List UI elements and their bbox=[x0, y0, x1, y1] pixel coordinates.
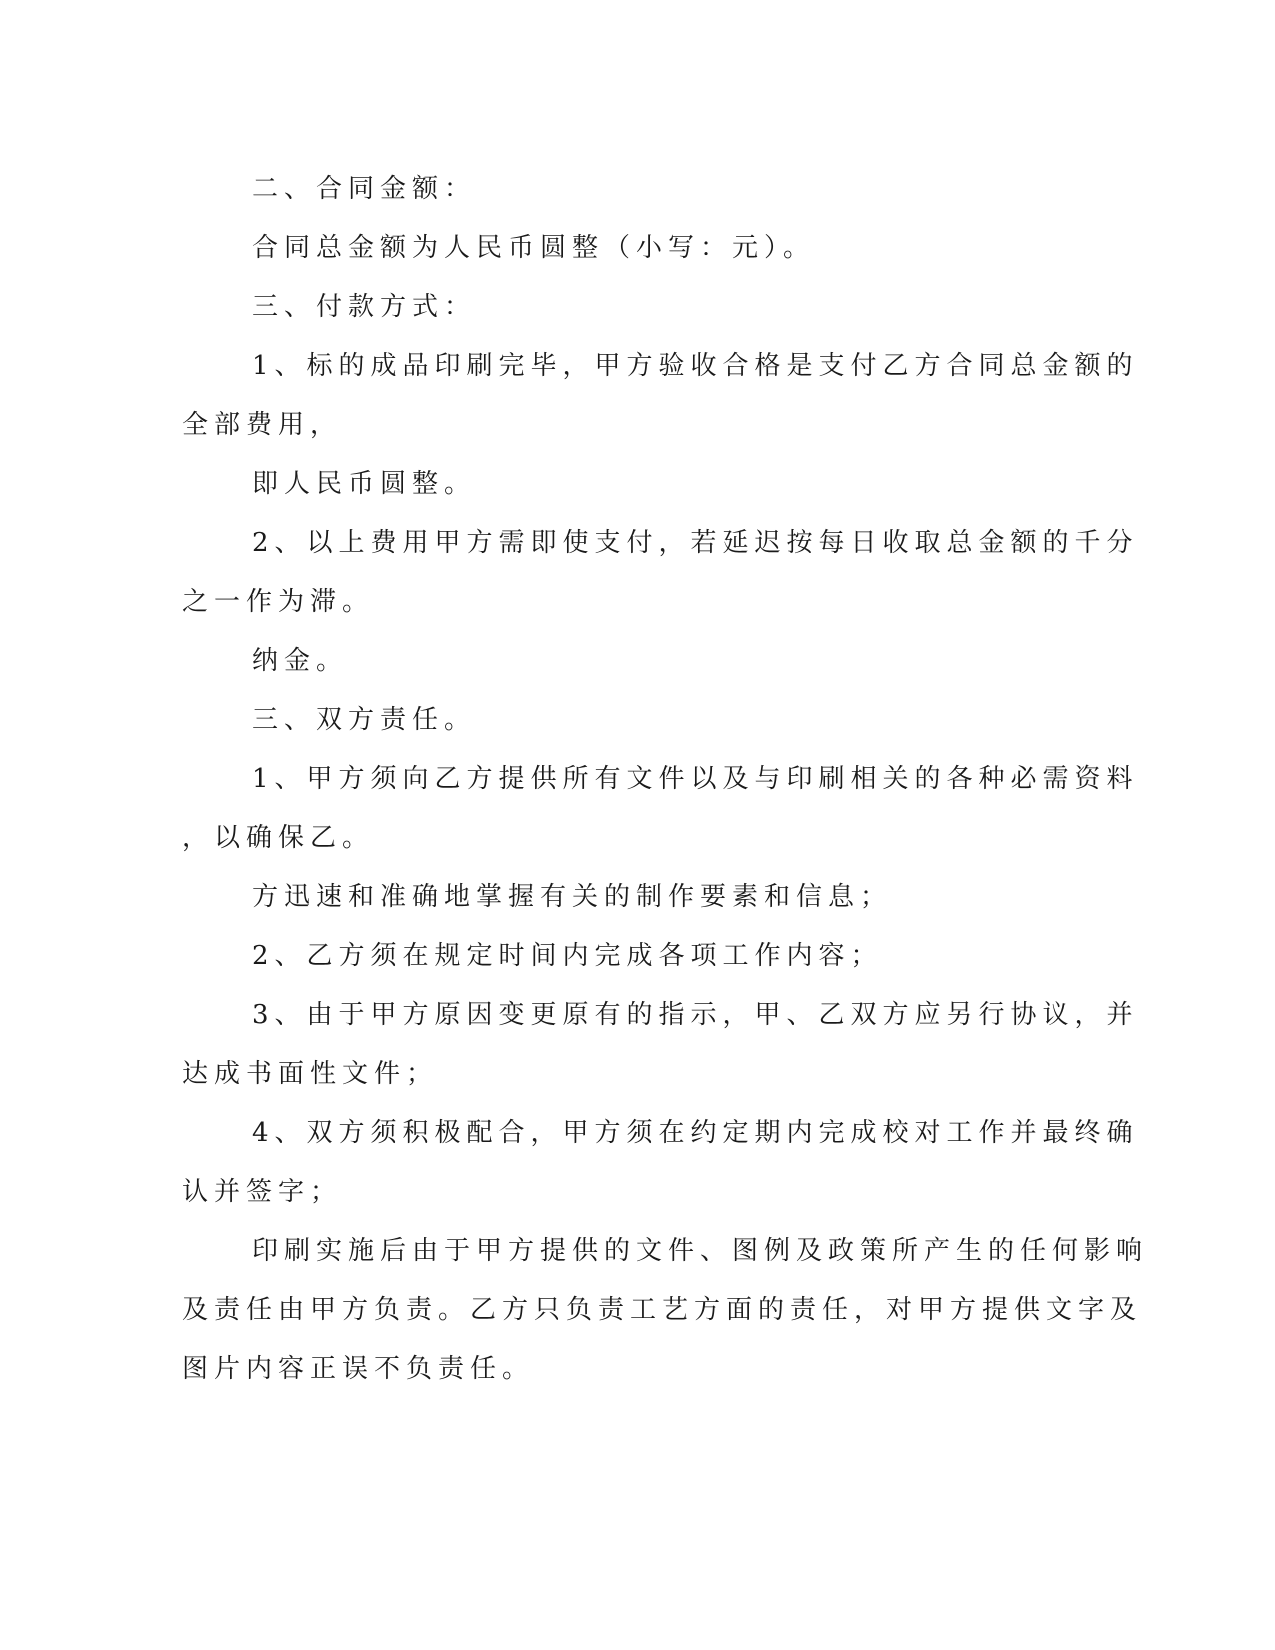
paragraph-line: 认并签字； bbox=[182, 1177, 343, 1207]
paragraph-line: 4、双方须积极配合，甲方须在约定期内完成校对工作并最终确 bbox=[252, 1118, 1139, 1148]
paragraph-line: 之一作为滞。 bbox=[182, 587, 375, 617]
section-heading-responsibilities: 三、双方责任。 bbox=[252, 705, 477, 735]
paragraph-line: 2、乙方须在规定时间内完成各项工作内容； bbox=[252, 941, 883, 971]
paragraph-line: 即人民币圆整。 bbox=[252, 469, 477, 499]
paragraph-line: 3、由于甲方原因变更原有的指示，甲、乙双方应另行协议，并 bbox=[252, 1000, 1139, 1030]
paragraph-line: 印刷实施后由于甲方提供的文件、图例及政策所产生的任何影响 bbox=[252, 1236, 1149, 1266]
paragraph-line: 2、以上费用甲方需即使支付，若延迟按每日收取总金额的千分 bbox=[252, 528, 1139, 558]
paragraph-line: 及责任由甲方负责。乙方只负责工艺方面的责任，对甲方提供文字及 bbox=[182, 1295, 1143, 1325]
section-heading-payment-method: 三、付款方式： bbox=[252, 292, 477, 322]
paragraph-line: 1、标的成品印刷完毕，甲方验收合格是支付乙方合同总金额的 bbox=[252, 351, 1139, 381]
paragraph-line: 达成书面性文件； bbox=[182, 1059, 439, 1089]
paragraph-line: 方迅速和准确地掌握有关的制作要素和信息； bbox=[252, 882, 893, 912]
paragraph-line: 纳金。 bbox=[252, 646, 349, 676]
document-body bbox=[182, 160, 1149, 1399]
paragraph-line: ，以确保乙。 bbox=[182, 823, 375, 853]
paragraph-line: 1、甲方须向乙方提供所有文件以及与印刷相关的各种必需资料 bbox=[252, 764, 1139, 794]
paragraph-line: 图片内容正误不负责任。 bbox=[182, 1354, 535, 1384]
paragraph-line: 全部费用， bbox=[182, 410, 343, 440]
section-heading-contract-amount: 二、合同金额： bbox=[252, 174, 477, 204]
paragraph-line: 合同总金额为人民币圆整（小写：元）。 bbox=[252, 233, 816, 263]
